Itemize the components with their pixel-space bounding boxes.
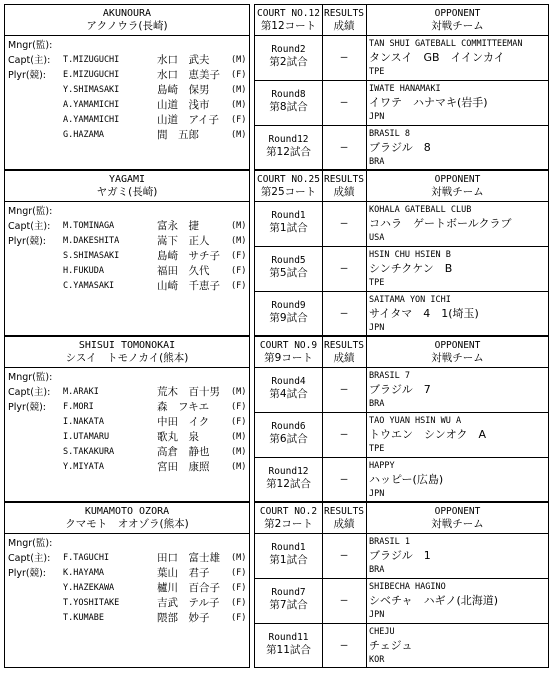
member-name-jp: 水口 武夫	[157, 54, 210, 66]
member-sex: (M)	[231, 236, 247, 246]
court-header-divider	[255, 35, 548, 36]
court-label-jp: 第2コート	[264, 518, 313, 530]
member-name-jp: 山崎 千恵子	[157, 280, 220, 292]
opponent-name-jp: シンチクケン B	[369, 262, 453, 275]
results-header-jp: 成績	[333, 352, 355, 364]
opponent-name-en: SAITAMA YON ICHI	[369, 295, 451, 305]
match-result: —	[340, 95, 348, 108]
match-game: 第8試合	[269, 101, 308, 113]
team-roster-box	[4, 336, 250, 502]
opponent-name-jp: サイタマ 4 1(埼玉)	[369, 307, 479, 320]
match-result: —	[340, 382, 348, 395]
team-name-jp: シスイ トモノカイ(熊本)	[65, 352, 189, 364]
member-name-jp: 嵩下 正人	[157, 235, 210, 247]
member-name-jp: 山道 アイ子	[157, 114, 220, 126]
member-name-jp: 中田 イク	[157, 416, 210, 428]
match-divider	[255, 623, 548, 624]
match-round: Round12	[268, 134, 309, 145]
match-game: 第9試合	[269, 312, 308, 324]
match-result: —	[340, 140, 348, 153]
match-round: Round7	[271, 587, 306, 598]
opponent-name-jp: ブラジル 1	[369, 549, 431, 562]
court-label-jp: 第9コート	[264, 352, 313, 364]
member-role: Mngr(監):	[8, 40, 53, 51]
team-schedule-sheet	[4, 4, 549, 669]
match-divider	[255, 246, 548, 247]
results-header-jp: 成績	[333, 20, 355, 32]
court-number: COURT NO.9	[259, 340, 318, 351]
member-role: Plyr(競):	[8, 402, 47, 413]
member-sex: (F)	[231, 613, 247, 623]
team-name-en: KUMAMOTO OZORA	[84, 506, 170, 517]
opponent-header-jp: 対戦チーム	[431, 20, 484, 32]
match-game: 第7試合	[269, 599, 308, 611]
results-header: RESULTS	[323, 174, 365, 185]
member-name-jp: 間 五郎	[157, 129, 199, 141]
match-round: Round5	[271, 255, 306, 266]
member-role: Capt(主):	[8, 55, 51, 66]
results-header: RESULTS	[323, 340, 365, 351]
team-header-divider	[5, 367, 249, 368]
member-name-en: M.ARAKI	[63, 387, 99, 397]
member-role: Capt(主):	[8, 553, 51, 564]
member-name-jp: 森 フキエ	[157, 401, 210, 413]
match-round: Round8	[271, 89, 306, 100]
opponent-header: OPPONENT	[434, 506, 481, 517]
member-name-en: T.MIZUGUCHI	[63, 55, 120, 65]
member-sex: (M)	[231, 462, 247, 472]
team-header-divider	[5, 35, 249, 36]
court-schedule-box	[254, 170, 549, 336]
member-name-jp: 宮田 康照	[157, 461, 210, 473]
match-round: Round12	[268, 466, 309, 477]
opponent-name-en: BRASIL 8	[369, 129, 410, 139]
match-result: —	[340, 306, 348, 319]
member-name-jp: 山道 浅市	[157, 99, 210, 111]
member-name-jp: 櫨川 百合子	[157, 582, 220, 594]
opponent-name-en: BRASIL 7	[369, 371, 410, 381]
opponent-country: JPN	[369, 323, 385, 333]
match-divider	[255, 578, 548, 579]
member-sex: (F)	[231, 115, 247, 125]
member-name-en: C.YAMASAKI	[63, 281, 115, 291]
match-round: Round4	[271, 376, 306, 387]
match-result: —	[340, 472, 348, 485]
member-role: Mngr(監):	[8, 206, 53, 217]
member-name-jp: 高倉 静也	[157, 446, 210, 458]
match-divider	[255, 291, 548, 292]
member-sex: (F)	[231, 266, 247, 276]
opponent-header-jp: 対戦チーム	[431, 518, 484, 530]
member-sex: (F)	[231, 251, 247, 261]
match-game: 第4試合	[269, 388, 308, 400]
opponent-header: OPPONENT	[434, 340, 481, 351]
match-divider	[255, 457, 548, 458]
opponent-name-jp: ハッピー(広島)	[369, 473, 444, 486]
member-sex: (F)	[231, 568, 247, 578]
opponent-name-en: BRASIL 1	[369, 537, 410, 547]
opponent-name-jp: ブラジル 7	[369, 383, 431, 396]
opponent-country: BRA	[369, 157, 385, 167]
match-divider	[255, 412, 548, 413]
match-result: —	[340, 427, 348, 440]
court-header-divider	[255, 533, 548, 534]
opponent-header-jp: 対戦チーム	[431, 352, 484, 364]
court-header-divider	[255, 201, 548, 202]
opponent-name-en: KOHALA GATEBALL CLUB	[369, 205, 472, 215]
member-sex: (F)	[231, 402, 247, 412]
member-name-jp: 歌丸 泉	[157, 431, 199, 443]
member-role: Capt(主):	[8, 221, 51, 232]
member-sex: (M)	[231, 130, 247, 140]
match-game: 第2試合	[269, 56, 308, 68]
opponent-name-en: HAPPY	[369, 461, 395, 471]
member-name-jp: 富永 捷	[157, 220, 199, 232]
match-game: 第1試合	[269, 554, 308, 566]
match-round: Round9	[271, 300, 306, 311]
member-name-jp: 田口 富士雄	[157, 552, 220, 564]
member-sex: (F)	[231, 598, 247, 608]
court-label-jp: 第12コート	[260, 20, 317, 32]
opponent-country: JPN	[369, 489, 385, 499]
team-roster-box	[4, 4, 250, 170]
team-block	[4, 170, 549, 336]
team-name-jp: クマモト オオゾラ(熊本)	[65, 518, 189, 530]
member-name-en: I.UTAMARU	[63, 432, 110, 442]
member-sex: (M)	[231, 55, 247, 65]
results-header-jp: 成績	[333, 186, 355, 198]
member-name-jp: 吉武 テル子	[157, 597, 220, 609]
member-sex: (F)	[231, 583, 247, 593]
match-game: 第1試合	[269, 222, 308, 234]
member-sex: (F)	[231, 281, 247, 291]
member-sex: (M)	[231, 387, 247, 397]
member-name-en: H.FUKUDA	[63, 266, 104, 276]
match-round: Round6	[271, 421, 306, 432]
opponent-name-en: TAN SHUI GATEBALL COMMITTEEMAN	[369, 39, 523, 49]
opponent-name-jp: チェジュ	[369, 639, 413, 652]
member-role: Plyr(競):	[8, 568, 47, 579]
member-role: Plyr(競):	[8, 70, 47, 81]
member-sex: (M)	[231, 100, 247, 110]
match-game: 第5試合	[269, 267, 308, 279]
member-name-en: F.TAGUCHI	[63, 553, 110, 563]
opponent-name-en: HSIN CHU HSIEN B	[369, 250, 451, 260]
member-name-en: A.YAMAMICHI	[63, 115, 120, 125]
opponent-country: TPE	[369, 67, 385, 77]
match-result: —	[340, 593, 348, 606]
opponent-name-jp: タンスイ GB イインカイ	[369, 51, 505, 64]
member-name-jp: 水口 恵美子	[157, 69, 220, 81]
match-round: Round1	[271, 542, 306, 553]
opponent-country: KOR	[369, 655, 385, 665]
court-schedule-box	[254, 4, 549, 170]
member-role: Mngr(監):	[8, 372, 53, 383]
member-name-jp: 福田 久代	[157, 265, 210, 277]
court-number: COURT NO.25	[257, 174, 320, 185]
opponent-header: OPPONENT	[434, 174, 481, 185]
match-divider	[255, 125, 548, 126]
team-block	[4, 502, 549, 668]
member-name-en: K.HAYAMA	[63, 568, 104, 578]
court-label-jp: 第25コート	[260, 186, 317, 198]
opponent-country: TPE	[369, 444, 385, 454]
member-name-en: A.YAMAMICHI	[63, 100, 120, 110]
team-roster-box	[4, 170, 250, 336]
opponent-name-en: TAO YUAN HSIN WU A	[369, 416, 462, 426]
opponent-name-en: CHEJU	[369, 627, 395, 637]
opponent-name-jp: イワテ ハナマキ(岩手)	[369, 96, 488, 109]
court-number: COURT NO.12	[257, 8, 320, 19]
team-name-en: SHISUI TOMONOKAI	[78, 340, 176, 351]
member-sex: (M)	[231, 447, 247, 457]
member-name-en: T.YOSHITAKE	[63, 598, 120, 608]
match-game: 第6試合	[269, 433, 308, 445]
member-name-jp: 葉山 君子	[157, 567, 210, 579]
opponent-header: OPPONENT	[434, 8, 481, 19]
court-header-divider	[255, 367, 548, 368]
member-name-en: M.TOMINAGA	[63, 221, 115, 231]
team-header-divider	[5, 201, 249, 202]
member-sex: (M)	[231, 553, 247, 563]
match-game: 第12試合	[266, 146, 311, 158]
results-header: RESULTS	[323, 8, 365, 19]
member-name-en: Y.HAZEKAWA	[63, 583, 115, 593]
member-name-en: E.MIZUGUCHI	[63, 70, 120, 80]
member-sex: (M)	[231, 85, 247, 95]
member-name-en: Y.SHIMASAKI	[63, 85, 120, 95]
team-name-en: YAGAMI	[108, 174, 146, 185]
opponent-name-jp: ブラジル 8	[369, 141, 431, 154]
opponent-name-jp: コハラ ゲートボールクラブ	[369, 217, 512, 230]
match-round: Round11	[268, 632, 309, 643]
opponent-name-jp: トウエン シンオク A	[369, 428, 487, 441]
member-name-jp: 島崎 保男	[157, 84, 210, 96]
match-result: —	[340, 548, 348, 561]
match-game: 第11試合	[266, 644, 311, 656]
opponent-name-en: SHIBECHA HAGINO	[369, 582, 446, 592]
member-name-en: G.HAZAMA	[63, 130, 104, 140]
match-result: —	[340, 638, 348, 651]
member-role: Mngr(監):	[8, 538, 53, 549]
results-header-jp: 成績	[333, 518, 355, 530]
match-result: —	[340, 261, 348, 274]
opponent-country: JPN	[369, 112, 385, 122]
team-header-divider	[5, 533, 249, 534]
opponent-name-en: IWATE HANAMAKI	[369, 84, 441, 94]
team-roster-box	[4, 502, 250, 668]
team-name-jp: ヤガミ(長崎)	[96, 186, 158, 198]
member-name-jp: 島崎 サチ子	[157, 250, 220, 262]
team-block	[4, 336, 549, 502]
match-divider	[255, 80, 548, 81]
member-sex: (M)	[231, 432, 247, 442]
member-name-en: F.MORI	[63, 402, 94, 412]
match-round: Round2	[271, 44, 306, 55]
match-round: Round1	[271, 210, 306, 221]
opponent-country: USA	[369, 233, 385, 243]
member-name-jp: 隈部 妙子	[157, 612, 210, 624]
match-result: —	[340, 50, 348, 63]
results-header: RESULTS	[323, 506, 365, 517]
team-name-en: AKUNOURA	[102, 8, 152, 19]
opponent-header-jp: 対戦チーム	[431, 186, 484, 198]
member-sex: (F)	[231, 417, 247, 427]
court-schedule-box	[254, 502, 549, 668]
member-name-en: M.DAKESHITA	[63, 236, 120, 246]
court-number: COURT NO.2	[259, 506, 318, 517]
member-name-jp: 荒木 百十男	[157, 386, 220, 398]
member-name-en: T.KUMABE	[63, 613, 104, 623]
court-schedule-box	[254, 336, 549, 502]
member-name-en: S.TAKAKURA	[63, 447, 115, 457]
match-result: —	[340, 216, 348, 229]
member-name-en: I.NAKATA	[63, 417, 104, 427]
member-sex: (M)	[231, 221, 247, 231]
opponent-country: BRA	[369, 399, 385, 409]
member-name-en: Y.MIYATA	[63, 462, 104, 472]
opponent-country: JPN	[369, 610, 385, 620]
match-game: 第12試合	[266, 478, 311, 490]
member-role: Capt(主):	[8, 387, 51, 398]
member-role: Plyr(競):	[8, 236, 47, 247]
team-block	[4, 4, 549, 170]
opponent-name-jp: シベチャ ハギノ(北海道)	[369, 594, 499, 607]
opponent-country: TPE	[369, 278, 385, 288]
opponent-country: BRA	[369, 565, 385, 575]
team-name-jp: アクノウラ(長崎)	[86, 20, 168, 32]
member-sex: (F)	[231, 70, 247, 80]
member-name-en: S.SHIMASAKI	[63, 251, 120, 261]
